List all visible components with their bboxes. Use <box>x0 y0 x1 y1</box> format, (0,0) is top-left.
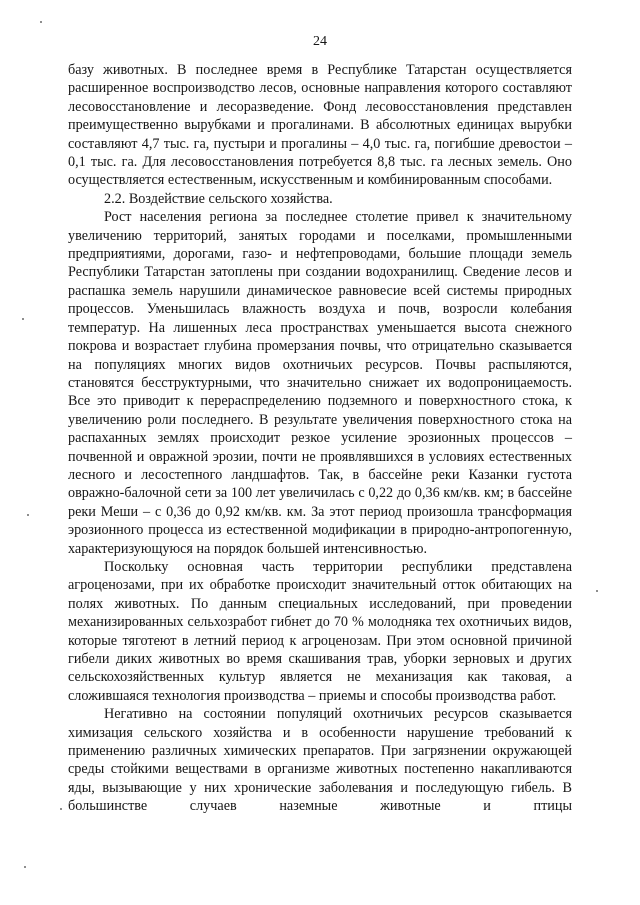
scan-speck <box>596 590 598 592</box>
scan-speck <box>22 318 24 320</box>
paragraph-agrocenoses: Поскольку основная часть территории республики представлена агроценозами, при их обработке происходит значительный отток обитающих на полях животных. По данным специальных исследований, при проведении механизированных сельхозработ гибнет до 70 % молодняка тех охотничьих видов, которые тяготеют в летний период к агроценозам. При этом основной причиной гибели диких животных во время скашивания трав, уборки зерновых и других сельскохозяйственных культур является не механизация как таковая, а сложившаяся технология производства – приемы и способы производства работ. <box>68 558 572 704</box>
body-text <box>68 61 572 816</box>
paragraph-population-growth: Рост населения региона за последнее столетие привел к значительному увеличению территорий, занятых городами и поселками, промышленными предприятиями, дорогами, газо- и нефтепроводами, большие площади земель Республики Татарстан затоплены при создании водохранилищ. Сведение лесов и распашка земель нарушили динамическое равновесие всей системы природных процессов. Уменьшилась влажность воздуха и почв, возросли колебания температур. На лишенных леса пространствах уменьшается высота снежного покрова и возрастает глубина промерзания почвы, что отрицательно сказывается на популяциях многих видов охотничьих ресурсов. Почвы распыляются, становятся бесструктурными, что значительно снижает их водопроницаемость. Все это приводит к перераспределению подземного и поверхностного стока, к увеличению роли последнего. В результате увеличения поверхностного стока на распаханных землях происходит резкое усиление эрозионных процессов – почвенной и овражной эрозии, почти не проявлявшихся в условиях естественных лесного и лесостепного ландшафтов. Так, в бассейне реки Казанки густота овражно-балочной сети за 100 лет увеличилась с 0,22 до 0,36 км/кв. км; в бассейне реки Меши – с 0,36 до 0,92 км/кв. км. За этот период произошла трансформация эрозионного процесса из естественной модификации в природно-антропогенную, характеризующуюся на порядок большей интенсивностью. <box>68 209 572 557</box>
page-number: 24 <box>313 34 327 49</box>
scan-speck <box>40 21 42 23</box>
section-heading-agriculture: 2.2. Воздействие сельского хозяйства. <box>104 190 333 207</box>
paragraph-chemicalization: Негативно на состоянии популяций охотничьих ресурсов сказывается химизация сельского хозяйства и в особенности нарушение требований к применению различных химических препаратов. При загрязнении окружающей среды стойкими веществами в организме животных постепенно накапливаются яды, вызывающие у них хронические заболевания и последующую гибель. В большинстве случаев наземные животные и птицы <box>68 706 572 815</box>
scan-speck <box>60 808 62 810</box>
scan-speck <box>24 866 26 868</box>
scan-speck <box>27 514 29 516</box>
paragraph-forest-restoration: базу животных. В последнее время в Республике Татарстан осуществляется расширенное воспроизводство лесов, основные направления которого составляют лесовосстановление и лесоразведение. Фонд лесовосстановления представлен преимущественно вырубками и прогалинами. В абсолютных единицах вырубки составляют 4,7 тыс. га, пустыри и прогалины – 4,0 тыс. га, погибшие древостои – 0,1 тыс. га. Для лесовосстановления потребуется 8,8 тыс. га лесных земель. Оно осуществляется естественным, искусственным и комбинированным способами. <box>68 62 572 189</box>
